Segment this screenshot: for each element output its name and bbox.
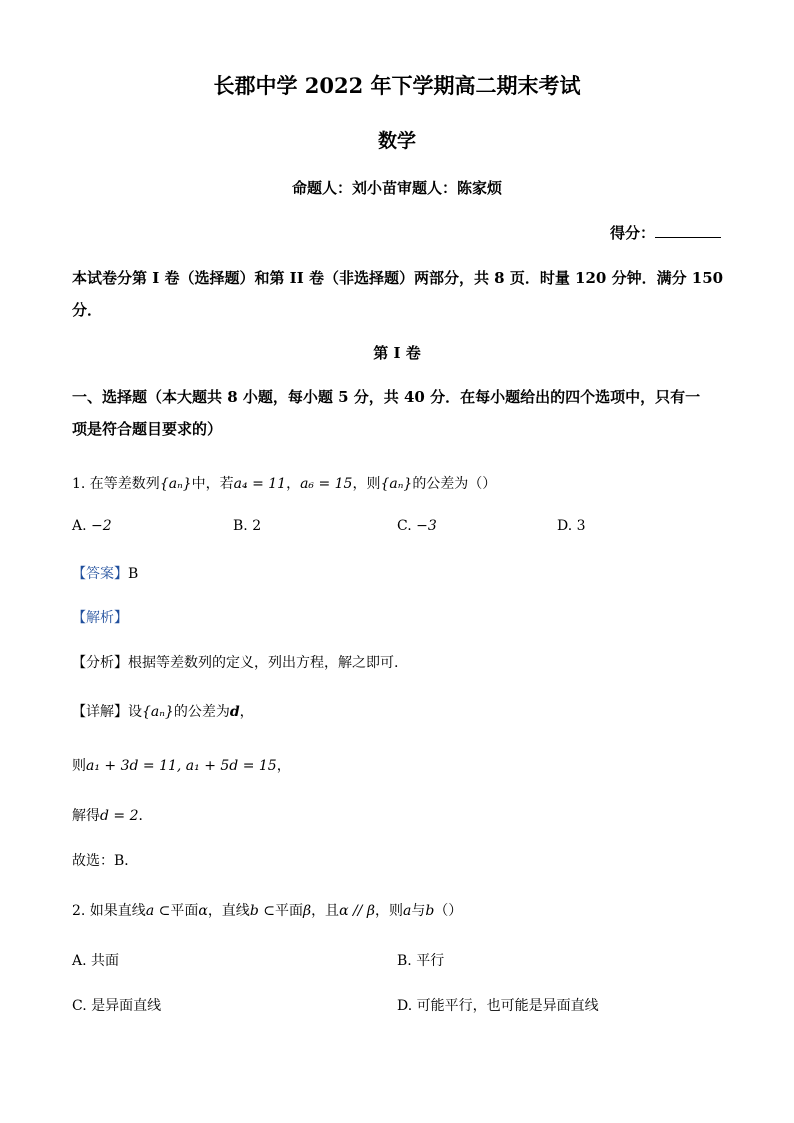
q1-seq2: {aₙ}: [380, 476, 413, 492]
q2-option-c: C. 是异面直线: [72, 998, 162, 1014]
q1-option-a: A. −2: [72, 518, 112, 534]
intro-line-2: 分．: [72, 301, 103, 319]
q2-option-d: D. 可能平行，也可能是异面直线: [397, 998, 599, 1014]
q1-option-b: B. 2: [233, 518, 262, 534]
q1-equations: 则a₁ + 3d = 11, a₁ + 5d = 15，: [72, 758, 291, 774]
intro-line-1: 本试卷分第 I 卷（选择题）和第 II 卷（非选择题）两部分，共 8 页．时量 120 分钟．满分 150: [72, 269, 724, 287]
q1-option-c: C. −3: [397, 518, 437, 534]
authors-line: 命题人：刘小苗审题人：陈家烦: [291, 179, 502, 197]
score-label: 得分：: [610, 224, 656, 242]
q1-option-d: D. 3: [557, 518, 586, 534]
section-line-2: 项是符合题目要求的）: [72, 420, 223, 438]
answer-tag: 【答案】: [72, 566, 128, 582]
q2-option-b: B. 平行: [397, 953, 445, 969]
q1-detail: 【详解】设{aₙ}的公差为d，: [72, 704, 254, 720]
q1-solve: 解得d = 2．: [72, 808, 153, 824]
section-line-1: 一、选择题（本大题共 8 小题，每小题 5 分，共 40 分．在每小题给出的四个选项中，只有一: [72, 388, 701, 406]
q1-fenxi: 【分析】根据等差数列的定义，列出方程，解之即可.: [72, 655, 399, 671]
score-field: [610, 222, 721, 243]
q1-cond2: a₆ = 15: [300, 476, 353, 492]
q1-seq: {aₙ}: [159, 476, 192, 492]
q2-stem: 2. 如果直线a ⊂平面α，直线b ⊂平面β，且α // β，则a与b（）: [72, 903, 463, 919]
q2-option-a: A. 共面: [72, 953, 120, 969]
exam-title: 长郡中学 2022 年下学期高二期末考试: [213, 73, 581, 98]
q1-answer: 【答案】B: [72, 566, 139, 582]
q1-cond1: a₄ = 11: [233, 476, 287, 492]
subject-title: 数学: [377, 130, 416, 152]
q1-analysis-tag: 【解析】: [72, 610, 128, 626]
score-blank: [655, 223, 721, 238]
q1-stem: 1. 在等差数列{aₙ}中，若a₄ = 11，a₆ = 15，则{aₙ}的公差为（）: [72, 476, 497, 492]
part-title: 第 I 卷: [373, 344, 421, 362]
q1-choose: 故选：B．: [72, 853, 139, 869]
